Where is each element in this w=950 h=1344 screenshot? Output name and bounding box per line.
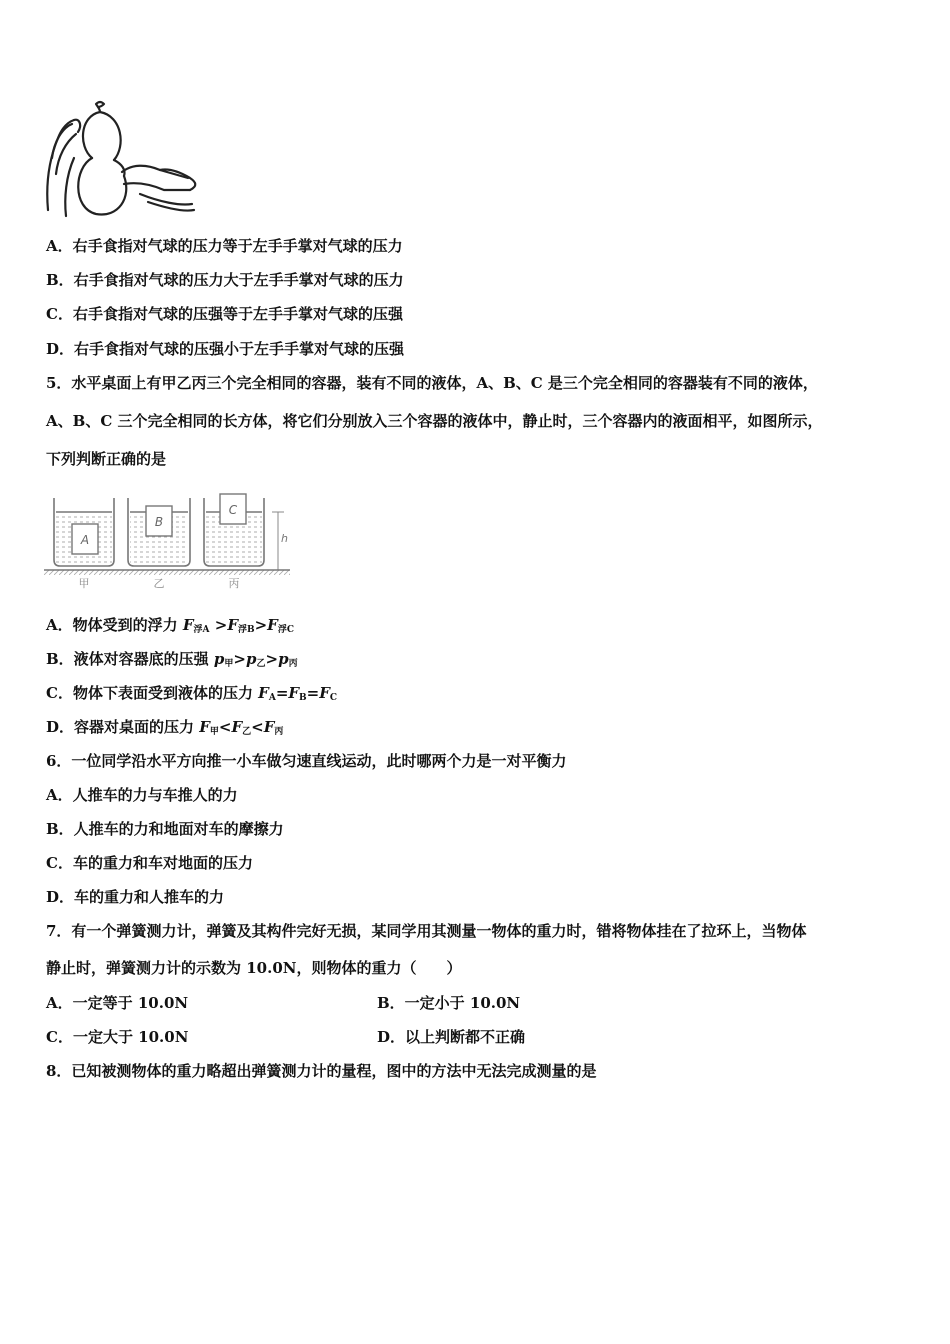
q5-option-b-p1: p: [213, 650, 225, 668]
q7-stem-line-1: 7．有一个弹簧测力计，弹簧及其构件完好无损，某同学用其测量一物体的重力时，错将物体挂在了拉环上，当物体: [46, 922, 807, 940]
q5-option-c: [46, 683, 337, 708]
q5-option-c-op1: =: [275, 684, 289, 702]
q5-option-d-f2: F: [231, 718, 243, 736]
q5-option-a-f2: F: [227, 616, 238, 634]
q5-option-c-sub3: C: [329, 693, 338, 703]
q4-option-b: B．右手食指对气球的压力大于左手手掌对气球的压力: [46, 271, 404, 289]
q5-option-c-f1: F: [258, 684, 269, 702]
q5-option-b-p2: p: [246, 650, 257, 668]
q5-option-c-f2: F: [288, 684, 300, 702]
containers-figure: [44, 490, 294, 590]
caption-jia: 甲: [78, 577, 90, 590]
balloon-hands-figure: [40, 98, 210, 223]
q6-stem: 6．一位同学沿水平方向推一小车做匀速直线运动，此时哪两个力是一对平衡力: [46, 752, 567, 770]
q5-option-d: [46, 717, 283, 742]
q5-stem-line-2: A、B、C 三个完全相同的长方体，将它们分别放入三个容器的液体中，静止时，三个容器内的液面相平，如图所示，: [46, 412, 823, 430]
q5-option-d-f1: F: [199, 718, 210, 736]
q7-option-b: B．一定小于 10.0N: [377, 994, 521, 1012]
block-label-c: C: [228, 503, 238, 517]
q5-option-c-f3: F: [319, 684, 330, 702]
q5-option-a-f3: F: [267, 616, 278, 634]
block-label-b: B: [154, 515, 164, 529]
q6-option-d: D．车的重力和人推车的力: [46, 888, 225, 906]
q5-option-a-op1: >: [209, 616, 228, 634]
q5-option-d-sub1: 甲: [209, 727, 219, 737]
q6-option-c: C．车的重力和车对地面的压力: [46, 854, 253, 872]
block-label-a: A: [80, 533, 90, 547]
q5-option-a-prefix: A．物体受到的浮力: [46, 616, 183, 634]
q5-option-b-op1: >: [233, 650, 246, 668]
q8-stem: 8．已知被测物体的重力略超出弹簧测力计的量程，图中的方法中无法完成测量的是: [46, 1062, 597, 1080]
q7-option-d: D．以上判断都不正确: [377, 1028, 526, 1046]
q5-option-b-sub3: 丙: [288, 659, 298, 669]
q5-option-b-p3: p: [278, 650, 289, 668]
q5-stem-line-1: 5．水平桌面上有甲乙丙三个完全相同的容器，装有不同的液体，A、B、C 是三个完全相同的容器装有不同的液体，: [46, 374, 818, 392]
q5-option-d-op1: <: [218, 718, 232, 736]
q7-option-c: C．一定大于 10.0N: [46, 1028, 189, 1046]
q5-option-a-sub3: 浮C: [277, 625, 294, 635]
q5-option-a-f1: F: [182, 616, 194, 634]
q5-option-b-op2: >: [265, 650, 279, 668]
q5-option-c-prefix: C．物体下表面受到液体的压力: [46, 684, 259, 702]
q5-option-d-f3: F: [263, 718, 275, 736]
q5-option-a-sub1: 浮A: [193, 625, 210, 635]
q4-option-a: A．右手食指对气球的压力等于左手手掌对气球的压力: [46, 237, 403, 255]
q5-option-d-prefix: D．容器对桌面的压力: [46, 718, 200, 736]
q5-option-a-sub2: 浮B: [237, 625, 255, 635]
q5-option-d-sub3: 丙: [274, 727, 284, 737]
q5-option-b-sub2: 乙: [256, 659, 266, 669]
q5-option-b-prefix: B．液体对容器底的压强: [46, 650, 214, 668]
q6-option-b: B．人推车的力和地面对车的摩擦力: [46, 820, 284, 838]
q5-option-c-sub1: A: [268, 693, 276, 703]
caption-yi: 乙: [153, 577, 165, 590]
q5-option-d-sub2: 乙: [242, 727, 252, 737]
q5-option-a: [46, 615, 294, 640]
q5-option-b: [46, 649, 298, 674]
q5-option-b-sub1: 甲: [224, 659, 234, 669]
q5-option-a-op2: >: [254, 616, 268, 634]
q5-option-c-sub2: B: [299, 693, 307, 703]
q7-option-a: A．一定等于 10.0N: [46, 994, 189, 1012]
caption-bing: 丙: [228, 577, 240, 590]
q5-stem-line-3: 下列判断正确的是: [46, 450, 167, 468]
q7-stem-line-2: 静止时，弹簧测力计的示数为 10.0N，则物体的重力（ ）: [46, 959, 462, 977]
height-label: h: [281, 532, 288, 545]
q4-option-c: C．右手食指对气球的压强等于左手手掌对气球的压强: [46, 305, 403, 323]
q6-option-a: A．人推车的力与车推人的力: [46, 786, 238, 804]
q5-option-c-op2: =: [306, 684, 320, 702]
q5-option-d-op2: <: [251, 718, 264, 736]
q4-option-d: D．右手食指对气球的压强小于左手手掌对气球的压强: [46, 340, 405, 358]
